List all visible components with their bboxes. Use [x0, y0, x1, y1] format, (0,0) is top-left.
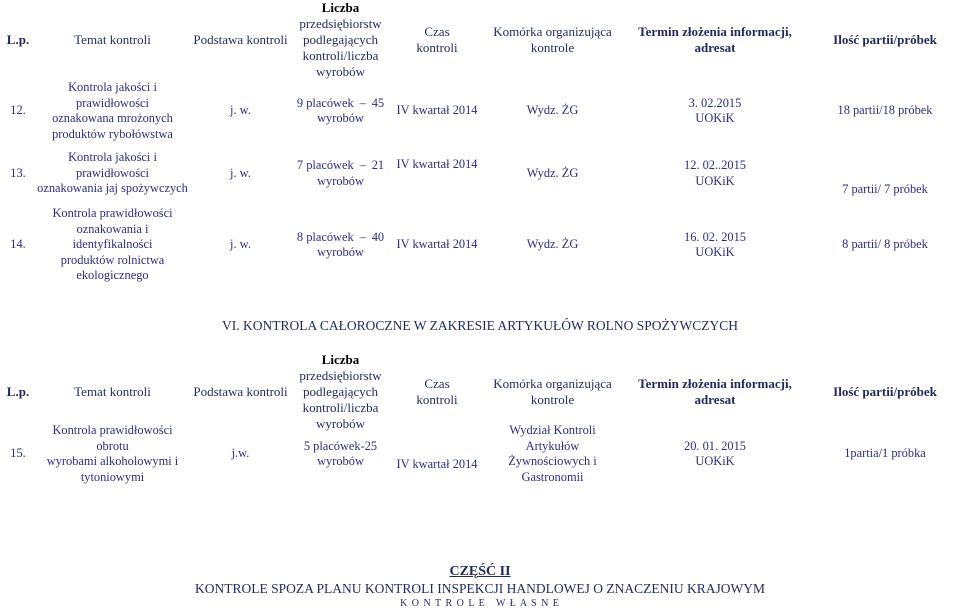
row-czas: IV kwartał 2014: [396, 237, 478, 252]
row-termin: 20. 01. 2015 UOKiK: [684, 438, 746, 468]
table1-header: [0, 0, 960, 80]
section-title: VI. KONTROLA CAŁOROCZNE W ZAKRESIE ARTYKUŁÓW ROLNO SPOŻYWCZYCH: [222, 318, 738, 333]
row-termin: 16. 02. 2015 UOKiK: [684, 229, 746, 259]
header-czas: Czas kontroli: [416, 24, 458, 55]
header-ilosc: Ilość partii/próbek: [833, 384, 937, 399]
header-komorka: Komórka organizująca kontrole: [493, 24, 612, 55]
header-temat: Temat kontroli: [74, 32, 151, 47]
row-lp: 15.: [10, 446, 26, 461]
row-komorka: Wydział Kontroli Artykułów Żywnościowych i Gastronomii: [508, 423, 597, 484]
row-ilosc: 18 partii/18 próbek: [837, 103, 933, 118]
row-liczba: 5 placówek-25 wyrobów: [303, 438, 378, 468]
header-lp: L.p.: [6, 32, 30, 47]
row-lp: 14.: [10, 237, 26, 252]
part2-title: CZĘŚĆ II: [449, 564, 511, 579]
header-temat: Temat kontroli: [74, 384, 151, 399]
header-komorka: Komórka organizująca kontrole: [493, 376, 612, 407]
table-row: [0, 80, 960, 142]
row-termin: 12. 02..2015 UOKiK: [684, 158, 746, 188]
header-lp: L.p.: [6, 384, 30, 399]
row-liczba: 9 placówek – 45 wyrobów: [296, 95, 385, 125]
table2-body: [0, 422, 960, 486]
row-liczba: 7 placówek – 21 wyrobów: [296, 158, 385, 188]
row-czas: IV kwartał 2014: [396, 157, 478, 171]
row-komorka: Wydz. ŻG: [526, 103, 579, 118]
table-row: [0, 422, 960, 486]
row-temat: Kontrola prawidłowości oznakowania i identyfikalności produktów rolnictwa ekologicznego: [52, 206, 173, 283]
row-liczba: 8 placówek – 40 wyrobów: [296, 229, 385, 259]
row-termin: 3. 02.2015 UOKiK: [688, 95, 742, 125]
row-podstawa: j.w.: [231, 446, 250, 461]
row-podstawa: j. w.: [230, 103, 251, 118]
table2-header: [0, 352, 960, 432]
part2-subtitle: KONTROLE SPOZA PLANU KONTROLI INSPEKCJI HANDLOWEJ O ZNACZENIU KRAJOWYM: [195, 581, 765, 596]
header-czas: Czas kontroli: [416, 376, 458, 407]
table1-body: [0, 80, 960, 285]
row-komorka: Wydz. ŻG: [526, 237, 579, 252]
row-ilosc: 8 partii/ 8 próbek: [842, 237, 928, 252]
row-temat: Kontrola jakości i prawidłowości oznakowania jaj spożywczych: [37, 150, 188, 196]
header-liczba: Liczba przedsiębiorstw podlegających kontroli/liczba wyrobów: [299, 352, 382, 431]
table-row: [0, 205, 960, 285]
table-row: [0, 142, 960, 205]
row-ilosc: 7 partii/ 7 próbek: [842, 181, 928, 196]
row-temat: Kontrola jakości i prawidłowości oznakowana mrożonych produktów rybołówstwa: [52, 80, 173, 141]
header-liczba: Liczba przedsiębiorstw podlegających kontroli/liczba wyrobów: [299, 0, 382, 79]
header-termin: Termin złożenia informacji, adresat: [638, 24, 792, 55]
row-komorka: Wydz. ŻG: [526, 165, 579, 180]
row-czas: IV kwartał 2014: [396, 456, 478, 471]
row-ilosc: 1partia/1 próbka: [844, 446, 926, 461]
header-ilosc: Ilość partii/próbek: [833, 32, 937, 47]
row-lp: 13.: [10, 165, 26, 180]
row-czas: IV kwartał 2014: [396, 103, 478, 118]
part2-subsubtitle: K O N T R O L E W Ł A S N E: [400, 598, 560, 609]
row-podstawa: j. w.: [230, 165, 251, 180]
header-podstawa: Podstawa kontroli: [193, 384, 288, 399]
header-podstawa: Podstawa kontroli: [193, 32, 288, 47]
row-lp: 12.: [10, 103, 26, 118]
header-termin: Termin złożenia informacji, adresat: [638, 376, 792, 407]
row-podstawa: j. w.: [230, 237, 251, 252]
row-temat: Kontrola prawidłowości obrotu wyrobami alkoholowymi i tytoniowymi: [46, 423, 179, 484]
